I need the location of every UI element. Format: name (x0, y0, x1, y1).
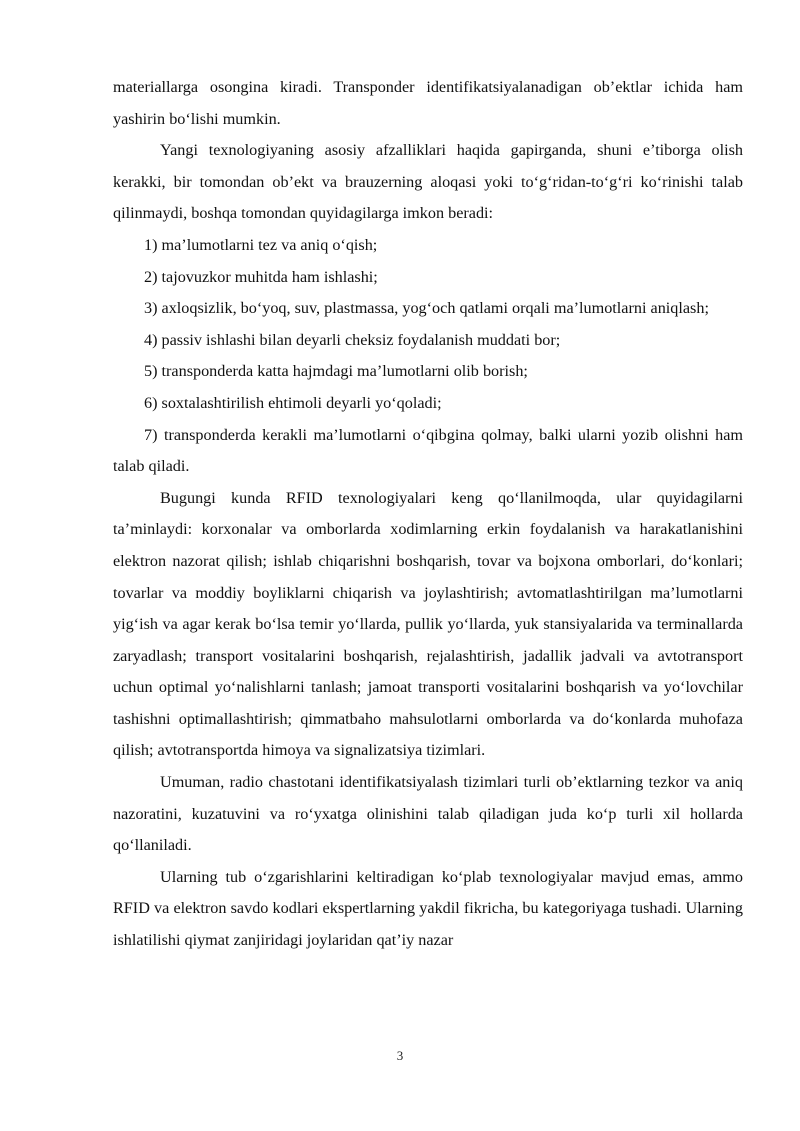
paragraph-rfid-applications: Bugungi kunda RFID texnologiyalari keng qo‘llanilmoqda, ular quyidagilarni ta’minlaydi: korxonalar va omborlarda xodimlarning erkin foydalanish va harakatlanishini elektron nazorat qilish; ishlab chiqarishni boshqarish, tovar va bojxona omborlari, do‘konlari; tovarlar va moddiy boyliklarni chiqarish va joylashtirish; avtomatlashtirilgan ma’lumotlarni yig‘ish va agar kerak bo‘lsa temir yo‘llarda, pullik yo‘llarda, yuk stansiyalarida va terminallarda zaryadlash; transport vositalarini boshqarish, rejalashtirish, jadallik jadvali va avtotransport uchun optimal yo‘nalishlarni tanlash; jamoat transporti vositalarini boshqarish va yo‘lovchilar tashishni optimallashtirish; qimmatbaho mahsulotlarni omborlarda va do‘konlarda muhofaza qilish; avtotransportda himoya va signalizatsiya tizimlari. (113, 488, 743, 760)
list-item: 2) tajovuzkor muhitda ham ishlashi; (144, 267, 378, 286)
list-item: 7) transponderda kerakli ma’lumotlarni o‘qibgina qolmay, balki ularni yozib olishni ham talab qiladi. (113, 425, 743, 476)
list-item: 6) soxtalashtirilish ehtimoli deyarli yo‘qoladi; (144, 393, 442, 412)
paragraph-continued: materiallarga osongina kiradi. Transponder identifikatsiyalanadigan ob’ektlar ichida ham yashirin bo‘lishi mumkin. (113, 78, 743, 128)
list-item: 1) ma’lumotlarni tez va aniq o‘qish; (144, 235, 378, 254)
list-item: 5) transponderda katta hajmdagi ma’lumotlarni olib borish; (144, 362, 528, 381)
paragraph-advantages-intro: Yangi texnologiyaning asosiy afzalliklari haqida gapirganda, shuni e’tiborga olish kerakki, bir tomondan ob’ekt va brauzerning aloqasi yoki to‘g‘ridan-to‘g‘ri ko‘rinishi talab qilinmaydi, boshqa tomondan quyidagilarga imkon beradi: (113, 141, 743, 223)
list-item: 4) passiv ishlashi bilan deyarli cheksiz foydalanish muddati bor; (144, 330, 561, 349)
list-item: 3) axloqsizlik, bo‘yoq, suv, plastmassa, yog‘och qatlami orqali ma’lumotlarni aniqlash; (144, 299, 709, 318)
paragraph-rfid-summary: Umuman, radio chastotani identifikatsiyalash tizimlari turli ob’ektlarning tezkor va aniq nazoratini, kuzatuvini va ro‘yxatga olinishini talab qiladigan juda ko‘p turli xil hollarda qo‘llaniladi. (113, 773, 743, 855)
paragraph-technologies: Ularning tub o‘zgarishlarini keltiradigan ko‘plab texnologiyalar mavjud emas, ammo RFID va elektron savdo kodlari ekspertlarning yakdil fikricha, bu kategoriyaga tushadi. Ularning ishlatilishi qiymat zanjiridagi joylaridan qat’iy nazar (113, 867, 743, 950)
page-number: 3 (396, 1048, 404, 1063)
page-body (113, 72, 743, 957)
